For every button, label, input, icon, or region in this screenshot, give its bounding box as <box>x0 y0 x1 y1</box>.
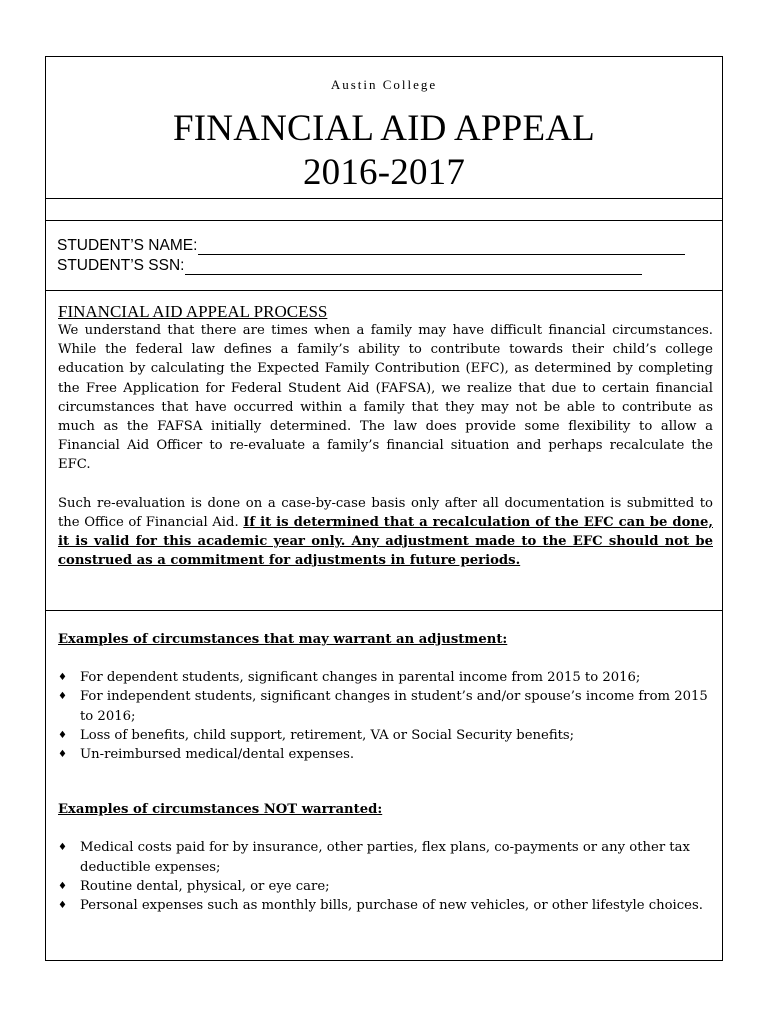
divider <box>46 290 722 291</box>
list-item: ♦ For independent students, significant changes in student’s and/or spouse’s income from 2015 to 2016; <box>58 689 708 724</box>
title-line-1: FINANCIAL AID APPEAL <box>173 108 595 149</box>
page-title <box>46 107 722 195</box>
college-name: Austin College <box>330 77 438 92</box>
not-warranted-list <box>58 838 713 915</box>
list-item: ♦ Loss of benefits, child support, retirement, VA or Social Security benefits; <box>58 726 713 745</box>
list-item: ♦ For dependent students, significant changes in parental income from 2015 to 2016; <box>58 668 713 687</box>
diamond-bullet-icon: ♦ <box>58 749 67 761</box>
process-paragraph-2-text: Such re-evaluation is done on a case-by-case basis only after all documentation is submitted to the Office of Financial Aid. <box>58 495 713 530</box>
divider <box>46 220 722 221</box>
process-paragraph-2-emphasis: If it is determined that a recalculation of the EFC can be done, it is valid for this academic year only. Any adjustment made to the EFC should not be construed as a commitment for adjustments in future periods. <box>58 514 713 569</box>
diamond-bullet-icon: ♦ <box>58 880 67 892</box>
list-item: ♦ Personal expenses such as monthly bills, purchase of new vehicles, or other lifestyle choices. <box>58 896 713 915</box>
list-item: ♦ Medical costs paid for by insurance, other parties, flex plans, co-payments or any other tax deductible expenses; <box>58 840 690 875</box>
diamond-bullet-icon: ♦ <box>58 900 67 912</box>
student-name-label: STUDENT’S NAME: <box>57 237 198 254</box>
list-item: ♦ Routine dental, physical, or eye care; <box>58 877 713 896</box>
process-heading: FINANCIAL AID APPEAL PROCESS <box>58 302 328 321</box>
title-line-2: 2016-2017 <box>302 152 466 193</box>
process-paragraph-1: We understand that there are times when a family may have difficult financial circumstances. While the federal law defines a family’s ability to contribute towards their child’s college education by calculating the Expected Family Contribution (EFC), as determined by completing the Free Application for Federal Student Aid (FAFSA), we realize that due to certain financial circumstances that have occurred within a family that they may not be able to contribute as much as the FAFSA initially determined. The law does provide some flexibility to allow a Financial Aid Officer to re-evaluate a family’s financial situation and perhaps recalculate the EFC. <box>58 323 713 473</box>
not-warranted-heading: Examples of circumstances NOT warranted: <box>58 802 383 818</box>
student-ssn-field[interactable] <box>185 260 642 275</box>
warranted-heading: Examples of circumstances that may warrant an adjustment: <box>58 632 508 647</box>
student-name-row <box>57 237 685 255</box>
student-name-field[interactable] <box>198 240 685 255</box>
examples-section <box>58 630 713 915</box>
warranted-list <box>58 668 713 764</box>
diamond-bullet-icon: ♦ <box>58 729 67 741</box>
diamond-bullet-icon: ♦ <box>58 842 67 854</box>
appeal-process-section <box>58 302 713 570</box>
diamond-bullet-icon: ♦ <box>58 672 67 684</box>
process-paragraph-2 <box>58 494 713 571</box>
divider <box>46 198 722 199</box>
list-item: ♦ Un-reimbursed medical/dental expenses. <box>58 745 713 764</box>
appeal-form <box>45 56 723 961</box>
divider <box>46 610 722 611</box>
diamond-bullet-icon: ♦ <box>58 691 67 703</box>
student-ssn-row <box>57 257 642 275</box>
student-ssn-label: STUDENT’S SSN: <box>57 257 185 274</box>
